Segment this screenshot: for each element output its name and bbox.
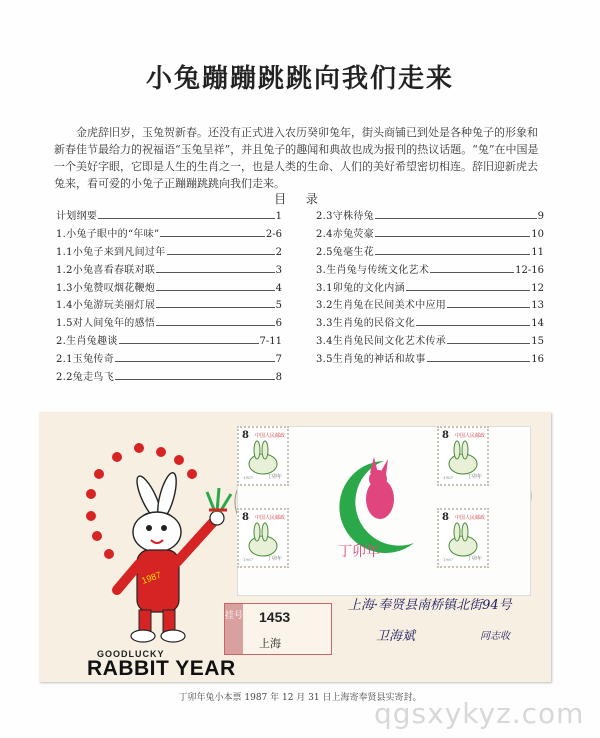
registered-number: 1453 xyxy=(259,609,291,625)
toc-entry-page: 7-11 xyxy=(259,336,282,348)
stamp-bottom-right: 8 中国人民邮政 1987 丁卯年 xyxy=(437,508,489,568)
toc-entry xyxy=(316,332,544,350)
toc-leader-line xyxy=(115,353,275,362)
toc-entry xyxy=(56,332,282,350)
toc-left-column xyxy=(56,207,282,386)
toc-entry-label: 3.1卯兔的文化内涵 xyxy=(316,282,405,294)
toc-leader-line xyxy=(156,264,274,273)
registered-city: 上海 xyxy=(259,637,281,650)
registered-tag: 挂号 xyxy=(225,604,243,654)
intro-paragraph: 金虎辞旧岁，玉兔贺新春。还没有正式进入农历癸卯兔年，街头商铺已到处是各种兔子的形象和新春佳节最给力的祝福语“玉兔呈祥”，并且兔子的趣闻和典故也成为报刊的热议话题。“兔”在中国是一个美好字眼，它即是人生的生肖之一，也是人类的生命、人们的美好希望密切相连。辞旧迎新虎去兔来，看可爱的小兔子正蹦蹦跳跳向我们走来。 xyxy=(54,126,539,190)
toc-leader-line xyxy=(447,299,530,308)
toc-entry xyxy=(316,243,544,261)
toc-leader-line xyxy=(406,282,530,291)
toc-entry-label: 1.2小兔喜看春联对联 xyxy=(56,264,156,276)
toc-entry-label: 1.4小兔游玩美丽灯展 xyxy=(56,300,156,312)
toc-entry-page: 2-6 xyxy=(265,228,282,240)
rabbit-cartoon xyxy=(117,471,231,642)
toc-entry xyxy=(56,350,282,368)
stamp-top-right: 8 中国人民邮政 1987 丁卯年 xyxy=(437,426,489,486)
toc-leader-line xyxy=(375,210,537,219)
toc-entry-page: 2 xyxy=(275,246,282,258)
toc-leader-line xyxy=(416,317,530,326)
toc-entry xyxy=(316,296,544,314)
recipient-suffix: 同志收 xyxy=(480,631,510,642)
page-title: 小兔蹦蹦跳跳向我们走来 xyxy=(145,64,454,94)
toc-right-column xyxy=(316,207,544,368)
toc-leader-line xyxy=(427,353,531,362)
toc-entry-label: 3.4生肖兔民间文化艺术传承 xyxy=(316,336,447,348)
recipient-address: 上海·奉贤县南桥镇北街94号 xyxy=(348,598,512,613)
toc-leader-line xyxy=(430,264,514,273)
toc-entry-page: 9 xyxy=(537,211,544,222)
toc-leader-line xyxy=(375,246,530,255)
toc-entry xyxy=(56,261,282,279)
toc-entry xyxy=(56,368,282,386)
toc-entry-label: 2.3守株待兔 xyxy=(316,211,375,222)
toc-entry-label: 2.1玉兔传奇 xyxy=(56,354,115,366)
toc-leader-line xyxy=(119,335,259,344)
toc-entry xyxy=(316,261,544,279)
toc-entry-label: 3.2生肖兔在民间美术中应用 xyxy=(316,300,447,312)
toc-entry xyxy=(56,243,282,261)
toc-leader-line xyxy=(167,246,275,255)
toc-entry-label: 2.生肖兔趣谈 xyxy=(56,336,118,348)
toc-entry-page: 1 xyxy=(275,211,282,222)
toc-entry-page: 13 xyxy=(531,300,544,312)
toc-leader-line xyxy=(160,228,265,237)
toc-entry xyxy=(316,279,544,297)
toc-entry xyxy=(56,296,282,314)
toc-heading: 目 录 xyxy=(274,192,326,206)
sheetlet-title: 丁卯年 xyxy=(338,544,380,560)
toc-leader-line xyxy=(447,335,530,344)
toc-entry xyxy=(316,350,544,368)
toc-entry-label: 1.5对人间兔年的感悟 xyxy=(56,318,156,330)
stamp-bottom-left: 8 中国人民邮政 1987 丁卯年 xyxy=(237,508,289,568)
toc-entry-label: 计划纲要 xyxy=(56,211,98,222)
toc-entry-page: 7 xyxy=(275,354,282,366)
toc-entry xyxy=(56,225,282,243)
toc-entry xyxy=(56,207,282,225)
toc-entry-page: 11 xyxy=(531,246,544,258)
recipient-name: 卫海斌 xyxy=(376,629,416,644)
envelope-caption: 丁卯年兔小本票 1987 年 12 月 31 日上海寄奉贤县实寄封。 xyxy=(178,693,422,703)
toc-entry-page: 8 xyxy=(275,372,282,384)
good-lucky-text: GOODLUCKY xyxy=(97,649,165,659)
toc-leader-line xyxy=(156,282,274,291)
toc-entry-page: 16 xyxy=(531,354,544,366)
sweater-number: 1987 xyxy=(140,569,163,586)
toc-entry xyxy=(56,314,282,332)
toc-entry-page: 6 xyxy=(275,318,282,330)
stamp-top-left: 8 中国人民邮政 1987 丁卯年 xyxy=(237,426,289,486)
toc-entry xyxy=(56,279,282,297)
toc-leader-line xyxy=(115,371,275,380)
toc-entry-label: 2.5兔毫生花 xyxy=(316,246,375,258)
toc-entry-page: 15 xyxy=(531,336,544,348)
toc-leader-line xyxy=(156,299,274,308)
toc-entry xyxy=(316,207,544,225)
toc-entry-page: 14 xyxy=(531,318,544,330)
toc-entry-page: 3 xyxy=(275,264,282,276)
toc-entry xyxy=(316,225,544,243)
toc-entry-page: 5 xyxy=(275,300,282,312)
toc-entry-label: 3.3生肖兔的民俗文化 xyxy=(316,318,416,330)
toc-entry-label: 3.5生肖兔的神话和故事 xyxy=(316,354,426,366)
toc-entry-label: 2.4赤兔荧豪 xyxy=(316,228,375,240)
toc-leader-line xyxy=(156,317,274,326)
toc-entry-label: 2.2兔走鸟飞 xyxy=(56,372,115,384)
toc-leader-line xyxy=(98,210,274,219)
registered-label xyxy=(224,603,332,655)
rabbit-year-text: RABBIT YEAR xyxy=(87,657,236,680)
toc-entry-label: 1.1小兔子来到凡间过年 xyxy=(56,246,166,258)
toc-entry-label: 3.生肖兔与传统文化艺术 xyxy=(316,264,430,276)
toc-entry-label: 1.3小兔赞叹烟花鞭炮 xyxy=(56,282,156,294)
toc-entry-page: 10 xyxy=(531,228,544,240)
toc-entry-page: 12 xyxy=(531,282,544,294)
toc-entry xyxy=(316,314,544,332)
toc-entry-page: 12-16 xyxy=(515,264,544,276)
site-watermark: qgsxykyz.com xyxy=(374,697,585,730)
toc-leader-line xyxy=(375,228,530,237)
toc-entry-label: 1.小兔子眼中的“年味” xyxy=(56,228,160,240)
toc-entry-page: 4 xyxy=(275,282,282,294)
